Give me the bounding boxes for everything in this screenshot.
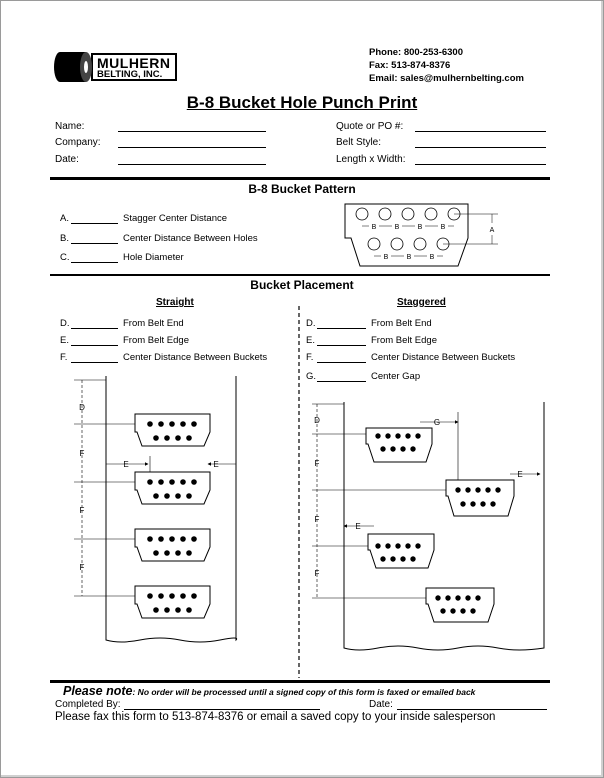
bucket [426,588,494,622]
note-text: : No order will be processed until a signed copy of this form is faxed or emailed back [132,687,476,697]
staggered-d-label: From Belt End [371,318,432,329]
quote-field[interactable] [415,131,546,132]
pattern-a-letter: A. [60,213,69,224]
contact-email: Email: sales@mulhernbelting.com [369,73,524,84]
note-lead: Please note [63,684,133,698]
dim-f-label: F [314,459,320,468]
page-title: B-8 Bucket Hole Punch Print [186,93,418,112]
fax-instructions: Please fax this form to 513-874-8376 or email a saved copy to your inside salesperson [55,711,496,723]
logo-subname: BELTING, INC. [97,69,163,80]
dim-e-label: E [213,460,219,469]
pattern-b-field[interactable] [71,243,118,244]
dim-b-label: B [371,224,377,231]
hole [402,208,414,220]
bucket [135,586,210,618]
dim-e-label: E [517,470,523,479]
straight-f-label: Center Distance Between Buckets [123,352,268,363]
bucket [368,534,434,568]
staggered-g-letter: G. [306,371,317,382]
dim-f-label: F [79,563,85,572]
hole [414,238,426,250]
belt-style-field[interactable] [415,147,546,148]
dim-d-label: D [79,403,85,412]
bucket [135,472,210,504]
straight-e-label: From Belt Edge [123,335,189,346]
dim-b-label: B [429,254,435,261]
hole [368,238,380,250]
pattern-c-letter: C. [60,252,70,263]
bucket [135,414,210,446]
placement-heading: Bucket Placement [250,278,354,292]
dim-b-label: B [440,224,446,231]
staggered-g-label: Center Gap [371,371,421,382]
dim-b-label: B [417,224,423,231]
note-block [63,682,475,700]
dim-a-label: A [489,227,495,234]
footer-date-label: Date: [369,699,393,710]
company-field[interactable] [118,147,266,148]
straight-e-letter: E. [60,335,69,346]
staggered-d-field[interactable] [317,328,366,329]
straight-e-field[interactable] [71,345,118,346]
straight-heading: Straight [156,297,194,308]
staggered-f-field[interactable] [317,362,366,363]
staggered-d-letter: D. [306,318,316,329]
footer-date-field[interactable] [397,709,547,710]
name-field[interactable] [118,131,266,132]
staggered-heading: Staggered [397,297,446,308]
section-divider [50,177,550,180]
belt-style-label: Belt Style: [336,137,382,148]
hole [391,238,403,250]
pattern-b-label: Center Distance Between Holes [123,233,258,244]
date-field[interactable] [118,164,266,165]
dim-b-label: B [383,254,389,261]
logo-name: MULHERN [97,55,171,71]
completed-by-field[interactable] [124,709,320,710]
pattern-a-label: Stagger Center Distance [123,213,228,224]
dim-g-label: G [433,418,441,427]
dim-f-label: F [79,506,85,515]
contact-phone: Phone: 800-253-6300 [369,47,463,58]
straight-placement-diagram [60,376,296,676]
staggered-e-field[interactable] [317,345,366,346]
dim-f-label: F [314,515,320,524]
dim-b-label: B [394,224,400,231]
pattern-c-field[interactable] [71,262,118,263]
dim-e-label: E [355,522,361,531]
pattern-heading: B-8 Bucket Pattern [248,182,356,196]
bucket [366,428,432,462]
pattern-b-letter: B. [60,233,69,244]
straight-f-letter: F. [60,352,68,363]
length-width-label: Length x Width: [336,154,406,165]
staggered-f-letter: F. [306,352,314,363]
straight-d-letter: D. [60,318,70,329]
bucket [446,480,514,516]
length-width-field[interactable] [415,164,546,165]
contact-fax: Fax: 513-874-8376 [369,60,451,71]
staggered-f-label: Center Distance Between Buckets [371,352,516,363]
straight-d-field[interactable] [71,328,118,329]
pattern-c-label: Hole Diameter [123,252,184,263]
dim-b-label: B [406,254,412,261]
column-divider [296,306,302,678]
bucket [135,529,210,561]
straight-f-field[interactable] [71,362,118,363]
company-label: Company: [55,137,101,148]
hole [379,208,391,220]
staggered-e-letter: E. [306,335,315,346]
dim-f-label: F [314,569,320,578]
hole [356,208,368,220]
section-divider [50,274,550,276]
straight-d-label: From Belt End [123,318,184,329]
name-label: Name: [55,121,85,132]
dim-f-label: F [79,449,85,458]
hole [425,208,437,220]
quote-label: Quote or PO #: [336,121,404,132]
staggered-g-field[interactable] [317,381,366,382]
completed-by-label: Completed By: [55,699,121,710]
dim-e-label: E [123,460,129,469]
staggered-placement-diagram [308,392,548,676]
pattern-a-field[interactable] [71,223,118,224]
bucket-pattern-diagram [340,198,505,272]
date-label: Date: [55,154,79,165]
staggered-e-label: From Belt Edge [371,335,437,346]
dim-d-label: D [314,416,320,425]
